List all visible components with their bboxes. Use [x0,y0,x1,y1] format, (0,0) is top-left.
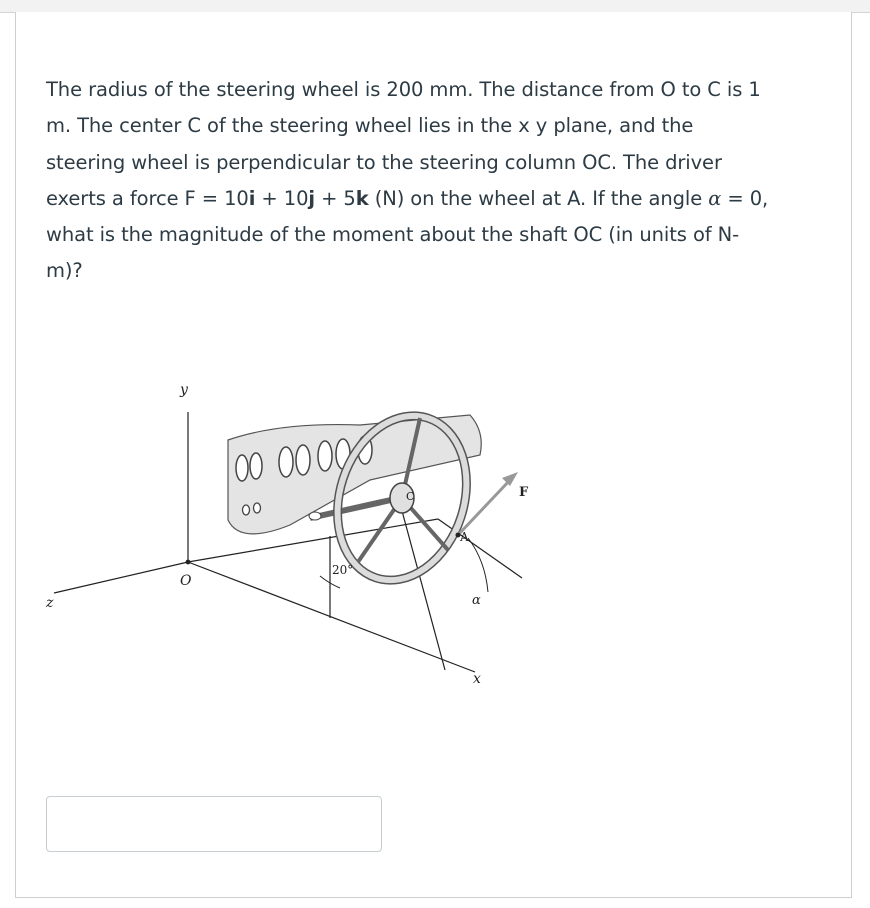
force-text-b: + 10 [255,186,309,210]
label-x: x [473,671,481,687]
label-a: A [460,530,469,544]
question-line-1: The radius of the steering wheel is 200 mm. The distance from O to C is 1 [46,78,761,101]
alpha-arc [468,538,488,592]
label-z: z [46,595,54,611]
force-text-a: exerts a force F = 10 [46,186,249,210]
dashboard [228,415,481,534]
unit-vector-j: j [308,186,315,210]
question-line-5: what is the magnitude of the moment about the shaft OC (in units of N- [46,223,740,247]
label-alpha: α [472,593,481,608]
question-line-3: steering wheel is perpendicular to the steering column OC. The driver [46,150,722,174]
question-line-2: m. The center C of the steering wheel lies in the x y plane, and the [46,114,694,138]
force-text-d: (N) on the wheel at A. If the angle [368,186,709,210]
label-c: C [406,490,415,503]
column-axis [188,519,438,562]
unit-vector-i: i [248,186,256,210]
question-line-6: m)? [46,259,83,283]
label-o: O [180,573,192,589]
label-y: y [180,382,188,398]
unit-vector-k: k [355,186,369,210]
z-axis [54,562,188,593]
alpha-symbol: α [708,186,722,210]
steering-wheel-figure [40,370,570,690]
label-f: F [519,485,529,500]
label-angle-20: 20° [332,563,354,577]
answer-input[interactable] [46,796,382,852]
force-text-e: = 0, [721,186,769,210]
column-base [309,512,321,520]
question-text [46,72,836,290]
force-text-c: + 5 [314,186,356,210]
x-axis [188,562,475,672]
origin-point [186,560,191,565]
question-line-4 [46,181,836,217]
